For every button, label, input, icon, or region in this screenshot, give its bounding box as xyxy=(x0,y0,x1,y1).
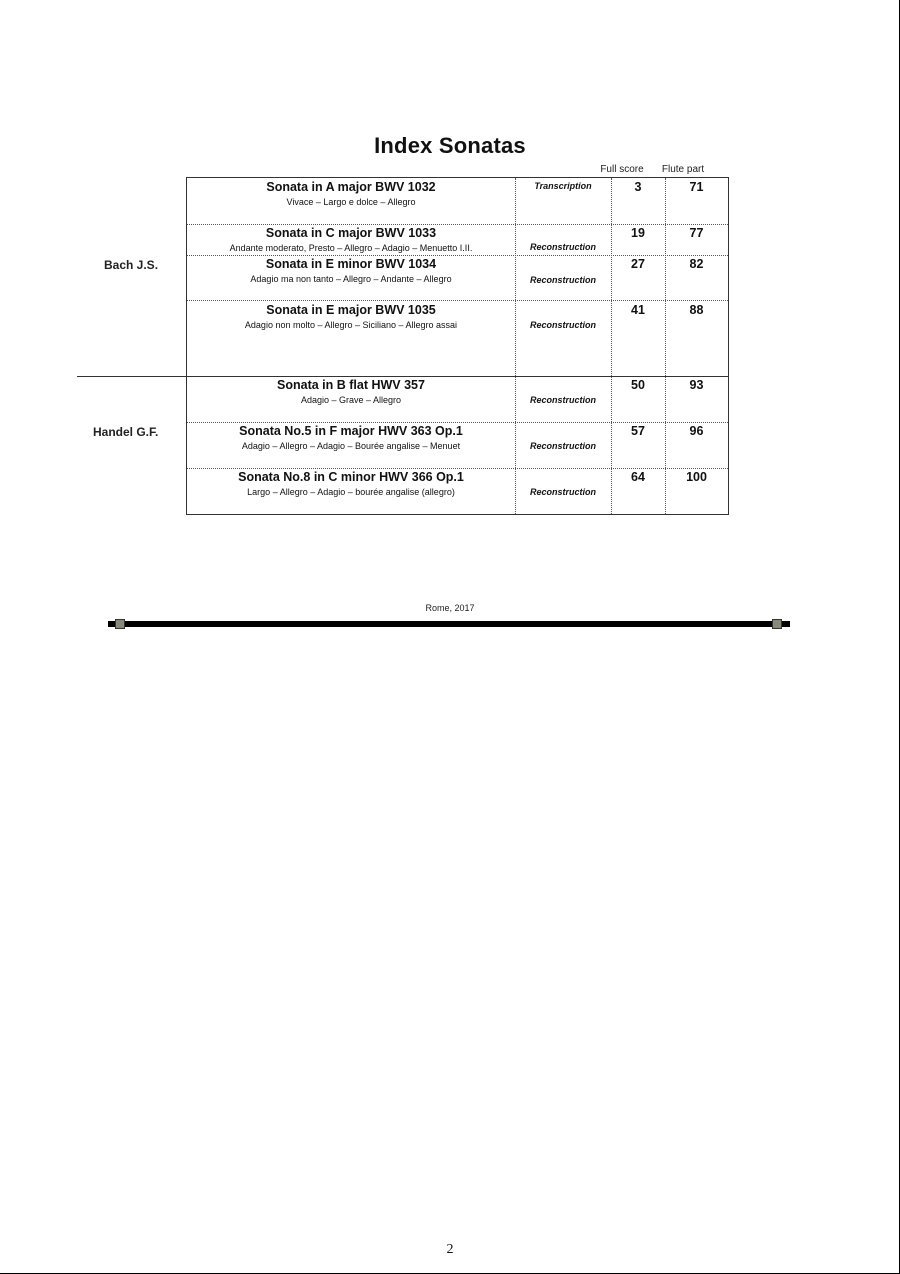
sonata-title: Sonata in B flat HWV 357 xyxy=(277,378,425,392)
full-score-page: 19 xyxy=(631,226,645,240)
flute-part-page: 96 xyxy=(689,424,704,438)
sonata-movements: Andante moderato, Presto – Allegro – Adagio – Menuetto I.II. xyxy=(229,243,473,253)
sonata-title: Sonata in E minor BWV 1034 xyxy=(265,257,437,271)
sonata-type: Reconstruction xyxy=(529,242,596,252)
sonata-title: Sonata No.8 in C minor HWV 366 Op.1 xyxy=(238,470,464,484)
page-title: Index Sonatas xyxy=(374,133,526,158)
full-score-header: Full score xyxy=(600,164,644,175)
full-score-page: 50 xyxy=(631,378,645,392)
page-number: 2 xyxy=(446,1242,454,1257)
sonata-type: Transcription xyxy=(534,181,592,191)
sonata-type: Reconstruction xyxy=(529,320,596,330)
sonata-title: Sonata in A major BWV 1032 xyxy=(266,180,436,194)
sonata-title: Sonata in C major BWV 1033 xyxy=(265,226,437,240)
sonata-movements: Vivace – Largo e dolce – Allegro xyxy=(286,197,416,207)
place-date: Rome, 2017 xyxy=(425,603,475,613)
sonata-type: Reconstruction xyxy=(529,487,596,497)
sonata-title: Sonata in E major BWV 1035 xyxy=(266,303,436,317)
sonata-movements: Largo – Allegro – Adagio – bourée angalise (allegro) xyxy=(247,487,455,497)
flute-part-page: 100 xyxy=(686,470,707,484)
flute-part-header: Flute part xyxy=(661,164,705,175)
column-divider xyxy=(515,178,516,514)
sonata-movements: Adagio – Grave – Allegro xyxy=(300,395,402,405)
composer-handel: Handel G.F. xyxy=(93,425,159,439)
composer-separator xyxy=(77,376,187,377)
row-divider xyxy=(187,300,728,301)
sonata-index-table xyxy=(186,177,729,515)
sonata-title: Sonata No.5 in F major HWV 363 Op.1 xyxy=(239,424,463,438)
full-score-page: 41 xyxy=(631,303,645,317)
flute-part-page: 71 xyxy=(689,180,704,194)
sonata-movements: Adagio ma non tanto – Allegro – Andante – Allegro xyxy=(250,274,452,284)
flute-cap-right xyxy=(772,619,782,629)
flute-part-page: 82 xyxy=(689,257,704,271)
full-score-page: 64 xyxy=(631,470,645,484)
flute-part-page: 88 xyxy=(689,303,704,317)
flute-part-page: 77 xyxy=(689,226,704,240)
sonata-type: Reconstruction xyxy=(529,275,596,285)
flute-part-page: 93 xyxy=(689,378,704,392)
full-score-page: 3 xyxy=(634,180,642,194)
flute-decoration xyxy=(108,621,790,627)
flute-cap-left xyxy=(115,619,125,629)
full-score-page: 57 xyxy=(631,424,645,438)
full-score-page: 27 xyxy=(631,257,645,271)
sonata-type: Reconstruction xyxy=(529,441,596,451)
composer-bach: Bach J.S. xyxy=(104,258,159,272)
sonata-type: Reconstruction xyxy=(529,395,596,405)
sonata-movements: Adagio non molto – Allegro – Siciliano – Allegro assai xyxy=(244,320,458,330)
sonata-movements: Adagio – Allegro – Adagio – Bourée angalise – Menuet xyxy=(241,441,461,451)
